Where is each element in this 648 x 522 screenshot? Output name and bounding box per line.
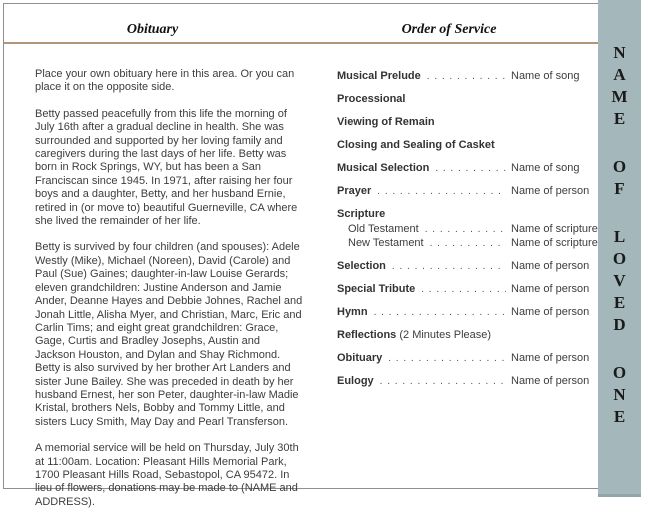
obituary-paragraph: Betty is survived by four children (and spouses): Adele Westly (Mike), Michael (Noreen), David (Carole) and Paul (Sue) Gaines; daughter-in-law Louise Gerards; eleven grandchildren: Justine Anderson and Jamie Ander, Deanne Hayes and Debbie Johnes, Rachel and Jonah Little, Alisha Myer, and Christian, Marc, Eric and Carlin Tims; and eight great grandchildren: Grace, Gage, Curtis and Bradley Josephs, Austin and Jackson Houston, and Dylan and Shay Richmond. Betty is also survived by her brother Art Landers and sister June Bailey. She was preceded in death by her husband Ernest, her son Peter, daughter-in-law Madie Kristal, brothers Nels, Bobby and Tommy Little, and sisters Lucy Smith, May Day and Pearl Transferson. bbox=[35, 241, 303, 428]
obituary-paragraph: Betty passed peacefully from this life the morning of July 16th after a gradual decline in health. She was surrounded and supported by her loving family and caregivers during the last days of her life. Betty was born in Rock Springs, WY, but has been a San Franciscan since 1945. In 1971, after raising her four boys and a daughter, Betty, and her husband Ernie, retired in (or move to) beautiful Guerneville, CA where she lived the remainder of her life. bbox=[35, 107, 298, 228]
service-item bbox=[337, 93, 601, 106]
service-item-value: Name of person bbox=[511, 185, 590, 197]
service-item-label: Old Testament bbox=[348, 223, 419, 235]
sidebar-letter: N bbox=[613, 385, 626, 404]
service-item-label: Prayer bbox=[337, 185, 372, 197]
dotted-leader bbox=[377, 185, 506, 198]
service-item bbox=[337, 352, 601, 365]
sidebar-letter: A bbox=[613, 65, 626, 84]
sidebar-letter: L bbox=[613, 227, 626, 246]
service-item-value: Name of scripture bbox=[511, 223, 598, 235]
service-item bbox=[337, 139, 601, 152]
obituary-paragraph: Place your own obituary here in this area. Or you can place it on the opposite side. bbox=[35, 68, 295, 94]
service-item bbox=[337, 70, 601, 83]
service-item-value: Name of person bbox=[511, 352, 590, 364]
service-item bbox=[337, 237, 601, 250]
dotted-leader bbox=[374, 306, 506, 319]
service-item bbox=[337, 223, 601, 236]
service-item-label: New Testament bbox=[348, 237, 424, 249]
service-item-note: (2 Minutes Please) bbox=[396, 329, 492, 341]
dotted-leader bbox=[430, 237, 506, 250]
service-item bbox=[337, 116, 601, 129]
service-item-label: Hymn bbox=[337, 306, 368, 318]
service-item bbox=[337, 306, 601, 319]
obituary-text bbox=[35, 68, 303, 522]
service-item bbox=[337, 260, 601, 273]
service-item bbox=[337, 375, 601, 388]
service-item-label: Processional bbox=[337, 93, 406, 105]
service-item-label: Musical Selection bbox=[337, 162, 430, 174]
service-item-label: Musical Prelude bbox=[337, 70, 421, 82]
service-item-value: Name of scripture bbox=[511, 237, 598, 249]
sidebar-letter: D bbox=[613, 315, 626, 334]
service-item-value: Name of person bbox=[511, 260, 590, 272]
service-item-label: Selection bbox=[337, 260, 386, 272]
sidebar-letter: O bbox=[612, 157, 627, 176]
service-item-label: Eulogy bbox=[337, 375, 374, 387]
dotted-leader bbox=[435, 162, 506, 175]
service-item-label: Closing and Sealing of Casket bbox=[337, 139, 495, 151]
sidebar-letter: V bbox=[613, 271, 626, 290]
dotted-leader bbox=[392, 260, 506, 273]
service-item bbox=[337, 185, 601, 198]
sidebar-letter: N bbox=[613, 43, 626, 62]
service-item bbox=[337, 283, 601, 296]
service-item-value: Name of person bbox=[511, 283, 590, 295]
service-item-label: Viewing of Remain bbox=[337, 116, 435, 128]
service-item-label: Obituary bbox=[337, 352, 383, 364]
header-divider-line bbox=[4, 42, 598, 44]
dotted-leader bbox=[380, 375, 506, 388]
obituary-column-header: Obituary bbox=[126, 22, 179, 37]
service-item-value: Name of person bbox=[511, 306, 590, 318]
sidebar-letter: E bbox=[613, 109, 626, 128]
obituary-paragraph: A memorial service will be held on Thursday, July 30th at 11:00am. Location: Pleasant Hills Memorial Park, 1700 Pleasant Hills Road, Sebastopol, CA 95472. In lieu of flowers, donations may be made to (NAME and ADDRESS). bbox=[35, 442, 299, 508]
dotted-leader bbox=[427, 70, 506, 83]
sidebar-loved-one-name bbox=[598, 0, 641, 497]
dotted-leader bbox=[388, 352, 506, 365]
service-item-label: Scripture bbox=[337, 208, 386, 220]
service-item bbox=[337, 208, 601, 221]
service-item bbox=[337, 329, 601, 342]
sidebar-letter: M bbox=[611, 87, 628, 106]
service-item-label: Special Tribute bbox=[337, 283, 416, 295]
service-item-value: Name of song bbox=[511, 70, 580, 82]
sidebar-letter: E bbox=[613, 407, 626, 426]
sidebar-letter: E bbox=[613, 293, 626, 312]
dotted-leader bbox=[421, 283, 506, 296]
service-item-label: Reflections bbox=[337, 329, 397, 341]
service-item-value: Name of song bbox=[511, 162, 580, 174]
sidebar-letter: O bbox=[612, 249, 627, 268]
service-item-value: Name of person bbox=[511, 375, 590, 387]
dotted-leader bbox=[425, 223, 506, 236]
order-of-service-column-header: Order of Service bbox=[401, 22, 497, 37]
sidebar-letter: F bbox=[614, 179, 625, 198]
order-of-service-list bbox=[337, 70, 601, 398]
service-item bbox=[337, 162, 601, 175]
sidebar-letter: O bbox=[612, 363, 627, 382]
